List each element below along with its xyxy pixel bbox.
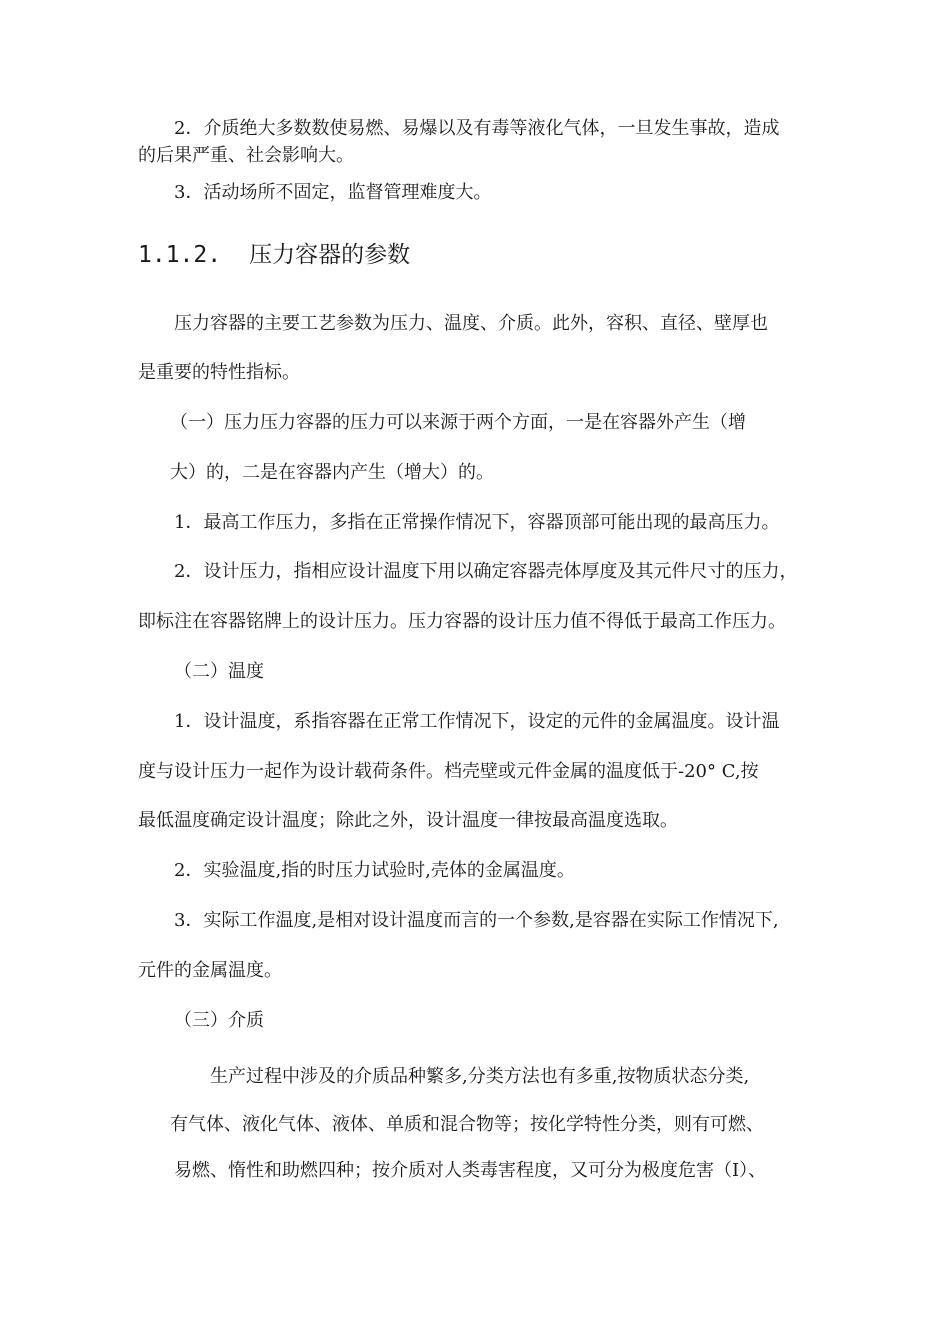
pressure-heading-line-1: （一）压力压力容器的压力可以来源于两个方面，一是在容器外产生（增 [170, 412, 746, 433]
list-item-2-line-2: 的后果严重、社会影响大。 [138, 145, 354, 166]
medium-line-2: 有气体、液化气体、液体、单质和混合物等；按化学特性分类，则有可燃、 [170, 1114, 764, 1135]
pressure-item-2-line-2: 即标注在容器铭牌上的设计压力。压力容器的设计压力值不得低于最高工作压力。 [138, 611, 786, 632]
pressure-heading-line-2: 大）的，二是在容器内产生（增大）的。 [170, 462, 494, 483]
temperature-item-3-line-1: 3．实际工作温度,是相对设计温度而言的一个参数,是容器在实际工作情况下, [174, 910, 779, 931]
medium-line-3: 易燃、惰性和助燃四种；按介质对人类毒害程度，又可分为极度危害（I）、 [174, 1160, 767, 1181]
intro-line-2: 是重要的特性指标。 [138, 362, 300, 383]
temperature-item-3-line-2: 元件的金属温度。 [138, 960, 282, 981]
temperature-item-2: 2．实验温度,指的时压力试验时,壳体的金属温度。 [174, 860, 575, 881]
pressure-item-2-line-1: 2．设计压力，指相应设计温度下用以确定容器壳体厚度及其元件尺寸的压力， [174, 561, 798, 582]
temperature-item-1-line-2: 度与设计压力一起作为设计载荷条件。档壳壁或元件金属的温度低于-20° C,按 [138, 761, 759, 782]
list-item-3: 3．活动场所不固定，监督管理难度大。 [174, 182, 492, 203]
section-number: 1.1.2. [138, 242, 222, 268]
section-heading [138, 241, 410, 269]
list-item-2-line-1: 2．介质绝大多数数使易燃、易爆以及有毒等液化气体，一旦发生事故，造成 [174, 118, 780, 139]
temperature-item-1-line-3: 最低温度确定设计温度；除此之外，设计温度一律按最高温度选取。 [138, 810, 678, 831]
temperature-item-1-line-1: 1．设计温度，系指容器在正常工作情况下，设定的元件的金属温度。设计温 [174, 711, 780, 732]
temperature-heading: （二）温度 [174, 661, 264, 682]
medium-heading: （三）介质 [174, 1010, 264, 1031]
pressure-item-1: 1．最高工作压力，多指在正常操作情况下，容器顶部可能出现的最高压力。 [174, 512, 780, 533]
medium-line-1: 生产过程中涉及的介质品种繁多,分类方法也有多重,按物质状态分类, [210, 1066, 750, 1087]
intro-line-1: 压力容器的主要工艺参数为压力、温度、介质。此外，容积、直径、壁厚也 [174, 313, 768, 334]
section-title: 压力容器的参数 [249, 242, 411, 268]
